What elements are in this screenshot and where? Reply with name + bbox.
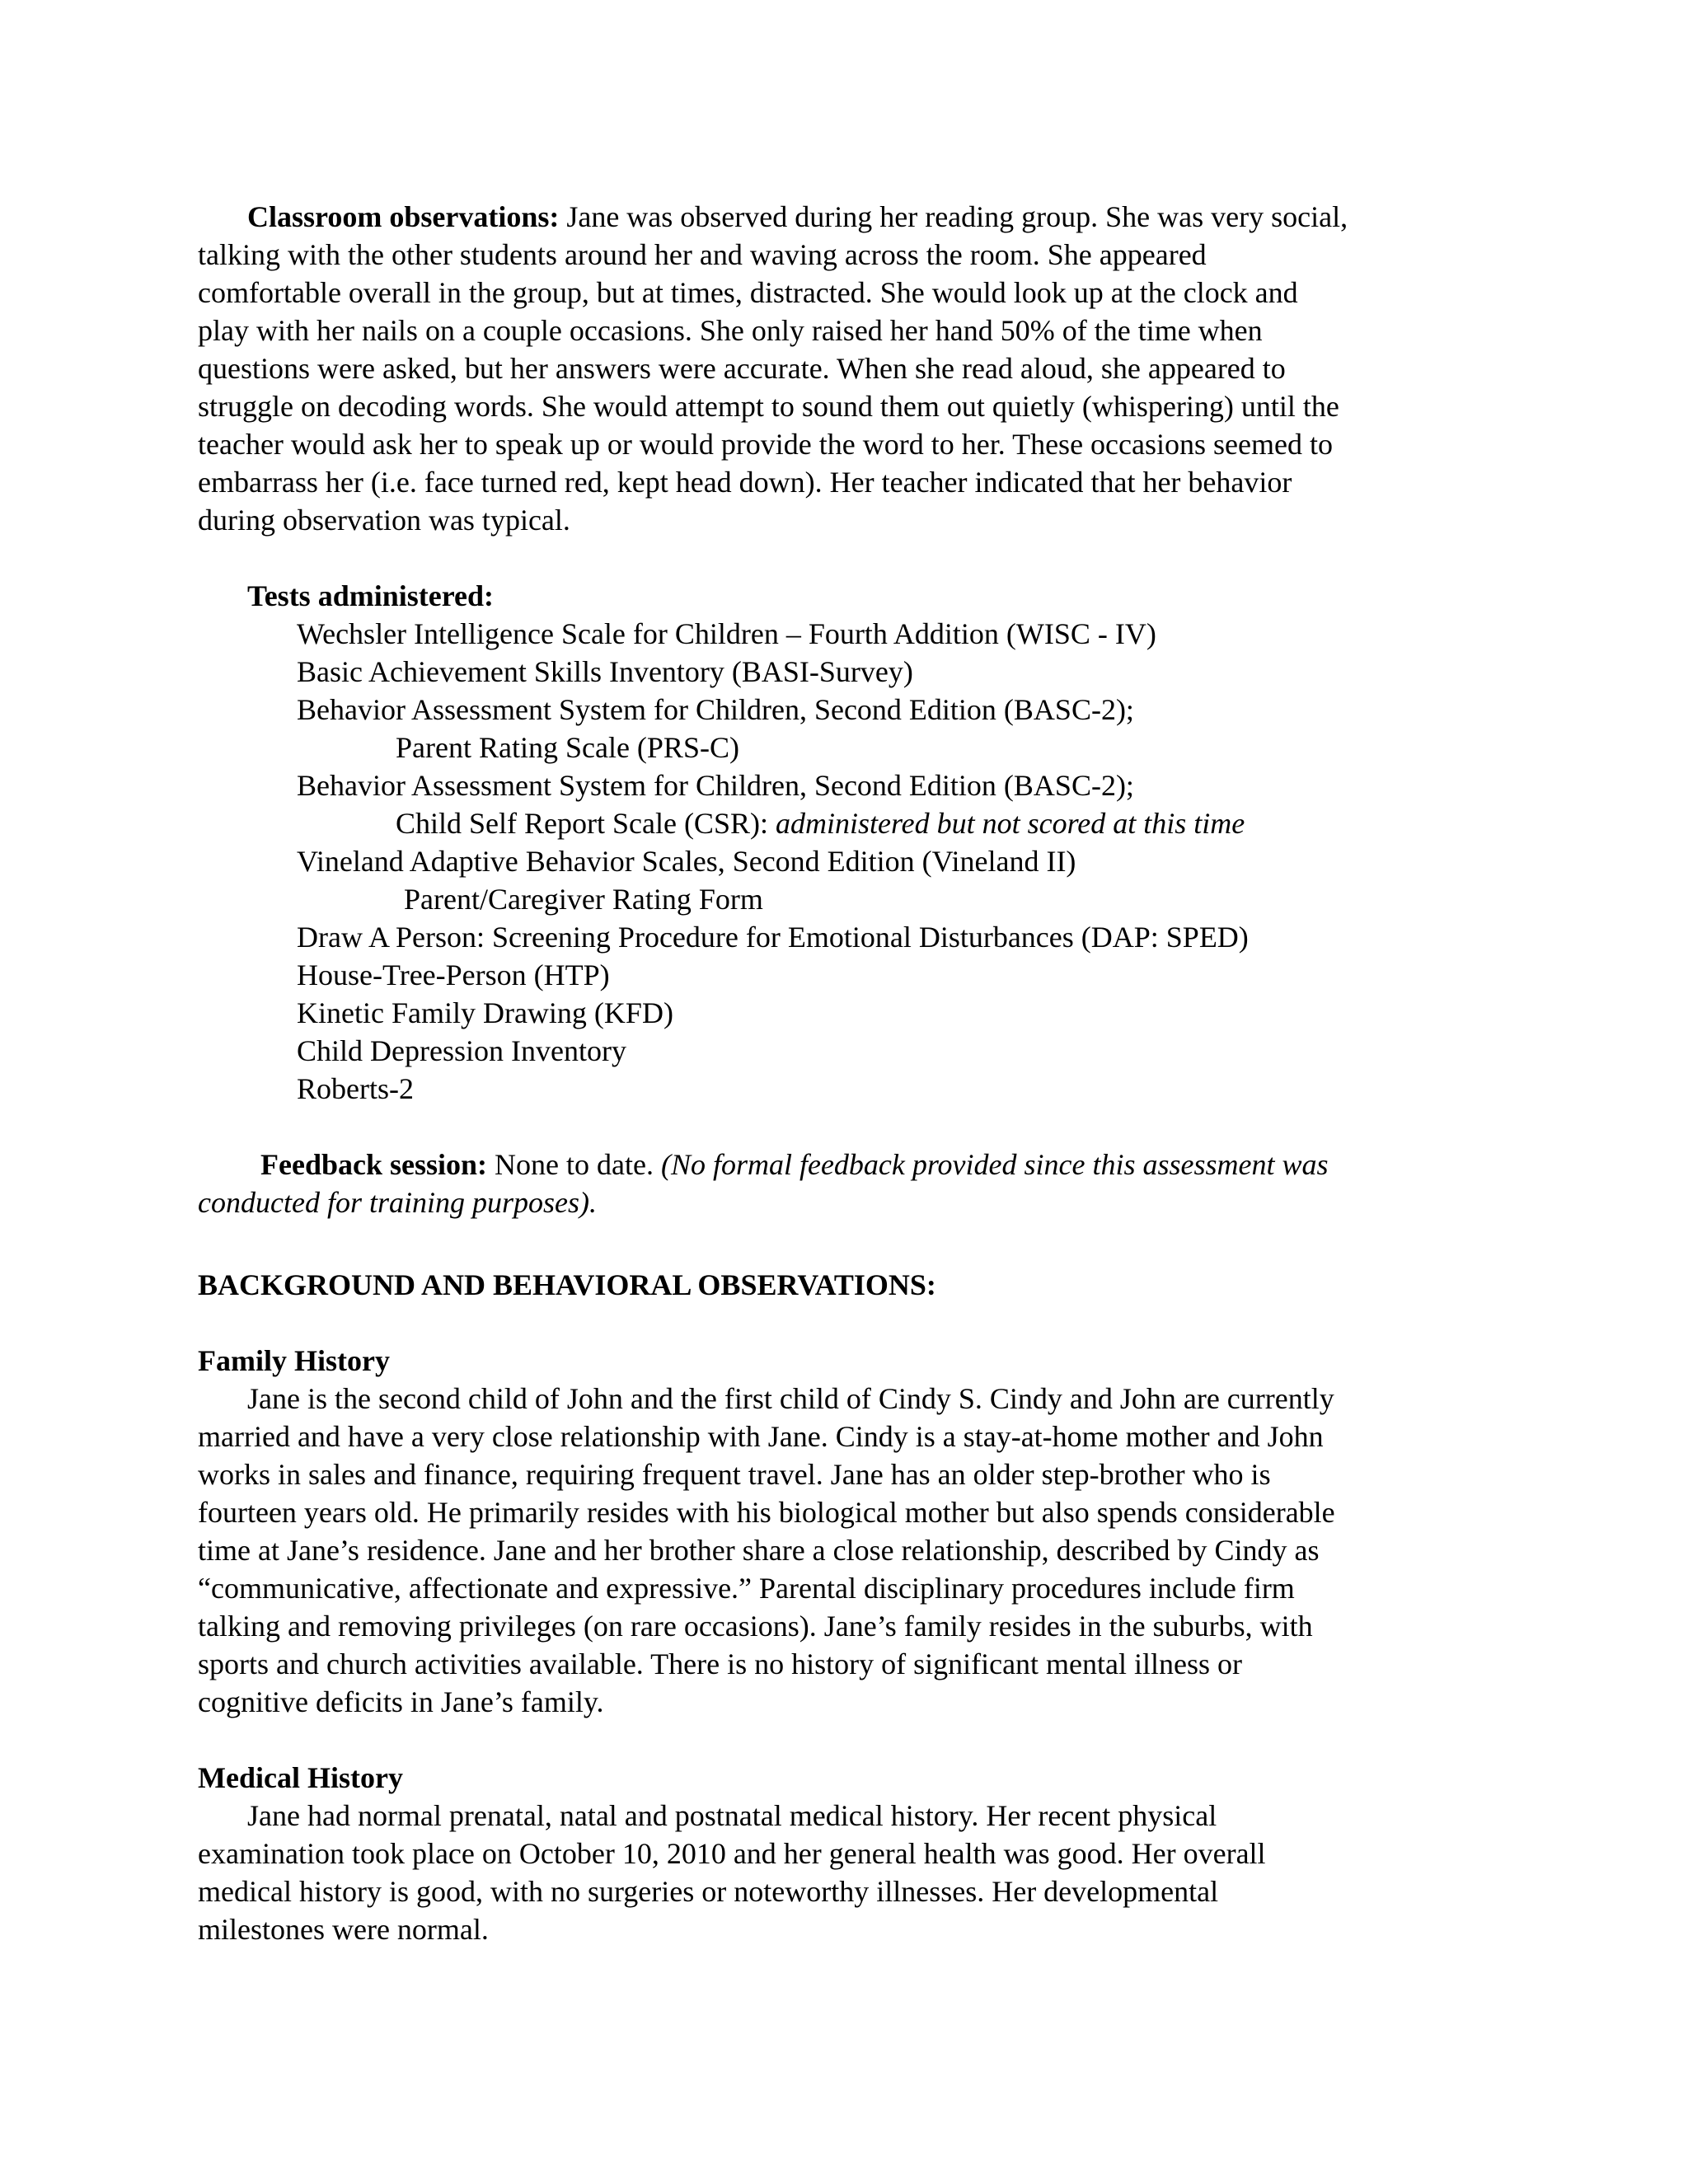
test-item-cdi: Child Depression Inventory xyxy=(297,1034,626,1067)
family-history-heading: Family History xyxy=(198,1344,390,1377)
test-subitem-prs: Parent Rating Scale (PRS-C) xyxy=(396,731,739,764)
classroom-observations-label: Classroom observations: xyxy=(247,200,560,233)
family-history-paragraph: Jane is the second child of John and the first child of Cindy S. Cindy and John are currently married and have a very close relationship with Jane. Cindy is a stay-at-home mother and John works in sales and finance, requiring frequent travel. Jane has an older step-brother who is fourteen years old. He primarily resides with his biological mother but also spends considerable time at Jane’s residence. Jane and her brother share a close relationship, described by Cindy as “communicative, affectionate and expressive.” Parental disciplinary procedures include firm talking and removing privileges (on rare occasions). Jane’s family resides in the suburbs, with sports and church activities available. There is no history of significant mental illness or cognitive deficits in Jane’s family. xyxy=(198,1382,1335,1718)
feedback-session-label: Feedback session: xyxy=(260,1148,488,1181)
feedback-session-text: None to date. xyxy=(487,1148,661,1181)
test-item-wisc: Wechsler Intelligence Scale for Children – Fourth Addition (WISC - IV) xyxy=(297,617,1156,650)
test-item-dap: Draw A Person: Screening Procedure for Emotional Disturbances (DAP: SPED) xyxy=(297,921,1249,954)
test-subitem-csr-note: administered but not scored at this time xyxy=(775,807,1245,840)
test-item-vineland: Vineland Adaptive Behavior Scales, Second Edition (Vineland II) xyxy=(297,845,1076,878)
test-subitem-csr xyxy=(297,804,1500,842)
test-subitem-vineland: Parent/Caregiver Rating Form xyxy=(404,883,763,916)
medical-history-heading: Medical History xyxy=(198,1761,403,1794)
test-item-basc-prs: Behavior Assessment System for Children, Second Edition (BASC-2); xyxy=(297,693,1134,726)
tests-administered-heading: Tests administered: xyxy=(247,579,495,612)
medical-history-paragraph: Jane had normal prenatal, natal and postnatal medical history. Her recent physical examination took place on October 10, 2010 and her general health was good. Her overall medical history is good, with no surgeries or noteworthy illnesses. Her developmental milestones were normal. xyxy=(198,1799,1266,1946)
test-item-kfd: Kinetic Family Drawing (KFD) xyxy=(297,996,673,1029)
background-section-title: BACKGROUND AND BEHAVIORAL OBSERVATIONS: xyxy=(198,1268,936,1301)
test-item-htp: House-Tree-Person (HTP) xyxy=(297,958,610,991)
feedback-session-note: (No formal feedback provided since this assessment was conducted for training purposes). xyxy=(198,1148,1329,1219)
classroom-observations-text: Jane was observed during her reading group. She was very social, talking with the other students around her and waving across the room. She appeared comfortable overall in the group, but at times, distracted. She would look up at the clock and play with her nails on a couple occasions. She only raised her hand 50% of the time when questions were asked, but her answers were accurate. When she read aloud, she appeared to struggle on decoding words. She would attempt to sound them out quietly (whispering) until the teacher would ask her to speak up or would provide the word to her. These occasions seemed to embarrass her (i.e. face turned red, kept head down). Her teacher indicated that her behavior during observation was typical. xyxy=(198,200,1348,537)
document-page xyxy=(198,198,1500,1948)
test-item-roberts: Roberts-2 xyxy=(297,1072,414,1105)
classroom-observations-paragraph xyxy=(198,198,1500,539)
feedback-session-paragraph xyxy=(198,1146,1500,1221)
test-item-basc-csr: Behavior Assessment System for Children, Second Edition (BASC-2); xyxy=(297,769,1134,802)
test-item-basi: Basic Achievement Skills Inventory (BASI-Survey) xyxy=(297,655,913,688)
tests-list xyxy=(198,615,1500,1108)
test-subitem-csr-label: Child Self Report Scale (CSR): xyxy=(396,807,776,840)
